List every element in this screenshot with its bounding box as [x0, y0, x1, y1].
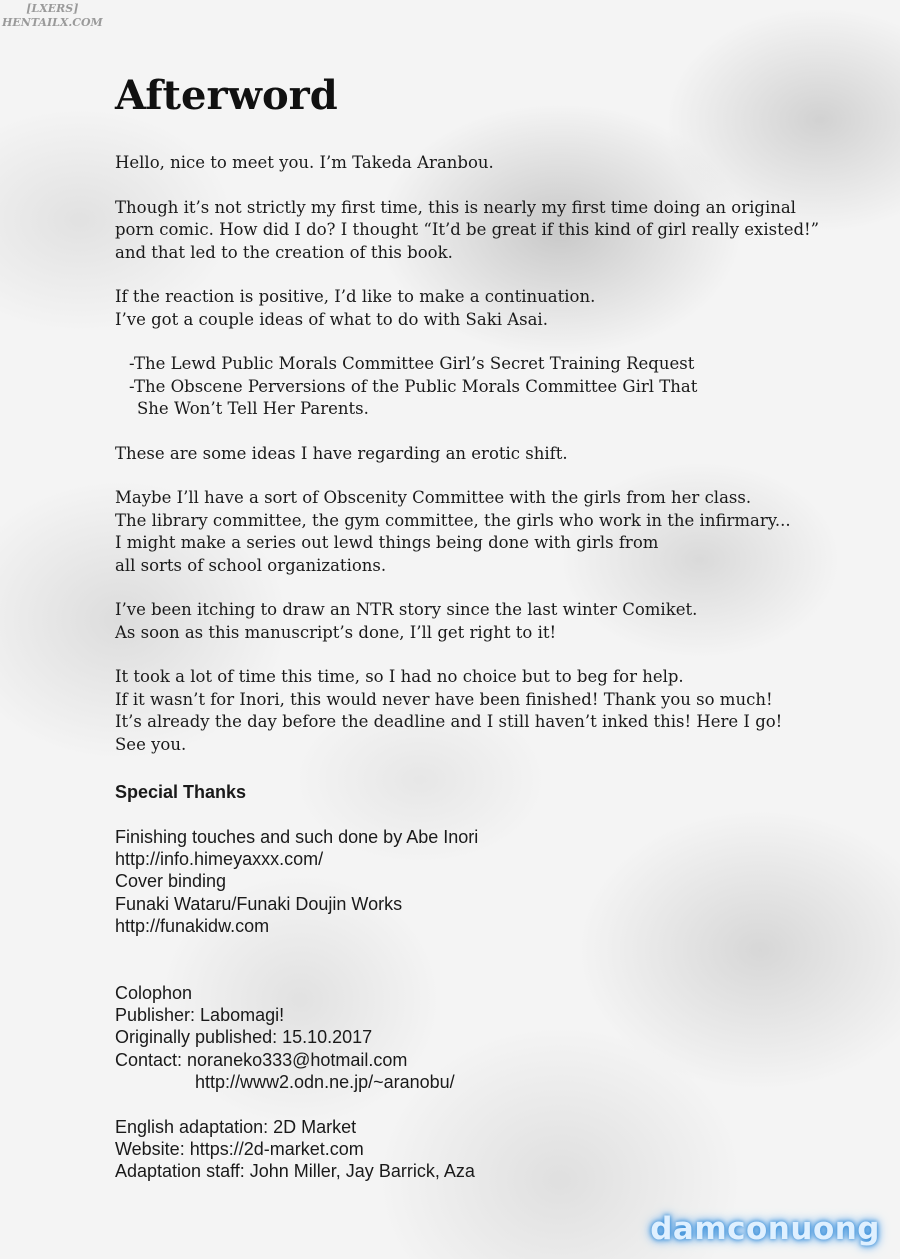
idea-item-continuation: She Won’t Tell Her Parents.: [137, 399, 369, 418]
text-line: I’ve been itching to draw an NTR story since the last winter Comiket.: [115, 600, 698, 619]
text-line: If it wasn’t for Inori, this would never have been finished! Thank you so much!: [115, 689, 773, 709]
site-watermark: [2, 2, 103, 30]
credit-line: Funaki Wataru/Funaki Doujin Works: [115, 893, 403, 914]
page-title: Afterword: [115, 72, 338, 119]
ideas-list: [115, 353, 815, 421]
special-thanks-heading: Special Thanks: [115, 782, 247, 802]
colophon-contact-url: http://www2.odn.ne.jp/~aranobu/: [195, 1071, 455, 1092]
site-logo: damconuong: [650, 1211, 880, 1247]
colophon-contact: Contact: noraneko333@hotmail.com: [115, 1049, 408, 1070]
afterword-body: [115, 152, 820, 778]
text-line: See you.: [115, 734, 187, 754]
colophon-publisher: Publisher: Labomagi!: [115, 1005, 285, 1026]
text-line: and that led to the creation of this book.: [115, 242, 453, 262]
text-line: If the reaction is positive, I’d like to make a continuation.: [115, 287, 596, 306]
colophon-heading: Colophon: [115, 983, 193, 1003]
idea-item: -The Lewd Public Morals Committee Girl’s Secret Training Request: [129, 354, 695, 373]
text-line: As soon as this manuscript’s done, I’ll get right to it!: [115, 622, 557, 642]
credit-link: http://funakidw.com: [115, 915, 270, 936]
paragraph-continuation: [115, 286, 815, 331]
text-line: Hello, nice to meet you. I’m Takeda Aranbou.: [115, 153, 494, 172]
text-line: It took a lot of time this time, so I had no choice but to beg for help.: [115, 667, 684, 686]
paragraph-thanks: [115, 666, 815, 756]
text-line: I’ve got a couple ideas of what to do with Saki Asai.: [115, 309, 548, 329]
colophon-section: [115, 982, 815, 1093]
text-line: These are some ideas I have regarding an erotic shift.: [115, 443, 568, 463]
text-line: porn comic. How did I do? I thought “It’d be great if this kind of girl really existed!”: [115, 220, 820, 239]
text-line: I might make a series out lewd things being done with girls from: [115, 533, 659, 552]
text-line: all sorts of school organizations.: [115, 555, 387, 575]
credit-line: Finishing touches and such done by Abe Inori: [115, 827, 479, 847]
text-line: Though it’s not strictly my first time, this is nearly my first time doing an original: [115, 197, 796, 217]
adaptation-english: English adaptation: 2D Market: [115, 1117, 357, 1137]
text-line: It’s already the day before the deadline and I still haven’t inked this! Here I go!: [115, 712, 783, 731]
special-thanks-list: [115, 826, 815, 937]
text-line: Maybe I’ll have a sort of Obscenity Committee with the girls from her class.: [115, 488, 752, 507]
paragraph-first-time: [115, 197, 820, 265]
adaptation-section: [115, 1116, 815, 1183]
watermark-line-1: [LXERS]: [26, 2, 79, 15]
colophon-published-date: Originally published: 15.10.2017: [115, 1027, 373, 1048]
watermark-line-2: HENTAILX.COM: [2, 16, 103, 29]
text-line: The library committee, the gym committee, the girls who work in the infirmary...: [115, 510, 791, 530]
adaptation-staff: Adaptation staff: John Miller, Jay Barrick, Aza: [115, 1161, 475, 1182]
idea-item: -The Obscene Perversions of the Public Morals Committee Girl That: [129, 376, 698, 396]
credit-line: Cover binding: [115, 871, 227, 892]
credit-link: http://info.himeyaxxx.com/: [115, 849, 324, 870]
paragraph-ntr: [115, 599, 815, 644]
paragraph-erotic-shift: [115, 443, 815, 466]
adaptation-website: Website: https://2d-market.com: [115, 1139, 364, 1160]
paragraph-committee: [115, 487, 815, 577]
paragraph-greeting: [115, 152, 815, 175]
